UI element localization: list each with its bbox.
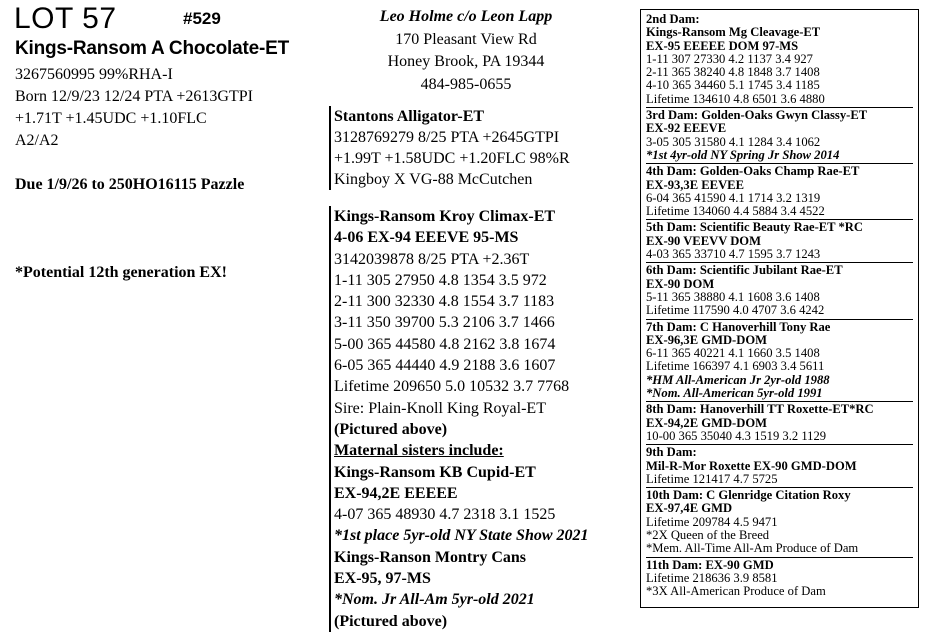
pedigree-class: EX-94,2E GMD-DOM bbox=[646, 415, 768, 430]
sister-note: *Nom. Jr All-Am 5yr-old 2021 bbox=[334, 591, 535, 609]
pedigree-line: 6-11 365 40221 4.1 1660 3.5 1408 bbox=[646, 346, 820, 361]
sister-classification: EX-94,2E EEEEE bbox=[334, 484, 458, 502]
pedigree-line: Lifetime 166397 4.1 6903 3.4 5611 bbox=[646, 359, 825, 374]
beta-casein-line: A2/A2 bbox=[15, 132, 59, 149]
sire-line: 3128769279 8/25 PTA +2645GTPI bbox=[334, 129, 560, 146]
consignor-block bbox=[330, 6, 602, 96]
pedigree-line: *2X Queen of the Breed bbox=[646, 527, 770, 542]
pedigree-class: EX-90 VEEVV DOM bbox=[646, 233, 761, 248]
sister-name: Kings-Ransom KB Cupid-ET bbox=[334, 463, 536, 481]
pedigree-class: EX-90 DOM bbox=[646, 276, 715, 291]
pedigree-8th-dam bbox=[646, 403, 913, 445]
pedigree-line: 4-03 365 33710 4.7 1595 3.7 1243 bbox=[646, 247, 821, 262]
pedigree-2nd-dam bbox=[646, 13, 913, 108]
sister-record: 4-07 365 48930 4.7 2318 3.1 1525 bbox=[334, 506, 556, 524]
pedigree-class: EX-92 EEEVE bbox=[646, 121, 727, 136]
consignor-address-2: Honey Brook, PA 19344 bbox=[387, 53, 545, 70]
sister-pictured: (Pictured above) bbox=[334, 612, 448, 630]
pedigree-title: 11th Dam: EX-90 GMD bbox=[646, 557, 774, 572]
sister-name: Kings-Ranson Montry Cans bbox=[334, 548, 527, 566]
pedigree-line: 5-11 365 38880 4.1 1608 3.6 1408 bbox=[646, 289, 820, 304]
pedigree-title: 5th Dam: Scientific Beauty Rae-ET *RC bbox=[646, 220, 863, 235]
animal-details bbox=[15, 64, 253, 152]
due-date-line: Due 1/9/26 to 250HO16115 Pazzle bbox=[15, 176, 245, 193]
pedigree-11th-dam bbox=[646, 559, 913, 600]
consignor-name: Leo Holme c/o Leon Lapp bbox=[379, 8, 553, 25]
pedigree-line: 3-05 305 31580 4.1 1284 3.4 1062 bbox=[646, 134, 821, 149]
pedigree-title: 10th Dam: C Glenridge Citation Roxy bbox=[646, 488, 851, 503]
pedigree-line: *Mem. All-Time All-Am Produce of Dam bbox=[646, 541, 859, 556]
pedigree-title: 3rd Dam: Golden-Oaks Gwyn Classy-ET bbox=[646, 108, 868, 123]
pedigree-4th-dam bbox=[646, 165, 913, 220]
pedigree-9th-dam bbox=[646, 446, 913, 488]
pedigree-line: 2-11 365 38240 4.8 1848 3.7 1408 bbox=[646, 65, 820, 80]
dam-record: 6-05 365 44440 4.9 2188 3.6 1607 bbox=[334, 357, 556, 375]
sire-line: +1.99T +1.58UDC +1.20FLC 98%R bbox=[334, 150, 570, 167]
pedigree-class: EX-93,3E EEVEE bbox=[646, 177, 744, 192]
dam-block bbox=[329, 206, 589, 632]
dam-sire-line: Sire: Plain-Knoll King Royal-ET bbox=[334, 399, 546, 417]
pedigree-note: *1st 4yr-old NY Spring Jr Show 2014 bbox=[646, 147, 840, 162]
pedigree-note: *Nom. All-American 5yr-old 1991 bbox=[646, 386, 823, 401]
pedigree-title: 7th Dam: C Hanoverhill Tony Rae bbox=[646, 319, 831, 334]
pedigree-6th-dam bbox=[646, 264, 913, 319]
pedigree-name: Mil-R-Mor Roxette EX-90 GMD-DOM bbox=[646, 458, 857, 473]
consignor-address-1: 170 Pleasant View Rd bbox=[395, 30, 537, 48]
pedigree-line: Lifetime 218636 3.9 8581 bbox=[646, 570, 778, 585]
pedigree-line: Lifetime 209784 4.5 9471 bbox=[646, 514, 778, 529]
potential-note: *Potential 12th generation EX! bbox=[15, 264, 227, 281]
pedigree-title: 8th Dam: Hanoverhill TT Roxette-ET*RC bbox=[646, 402, 874, 417]
pedigree-title: 2nd Dam: bbox=[646, 12, 700, 26]
dam-record: 2-11 300 32330 4.8 1554 3.7 1183 bbox=[334, 293, 555, 311]
maternal-sisters-header: Maternal sisters include: bbox=[334, 442, 504, 460]
pedigree-line: *3X All-American Produce of Dam bbox=[646, 584, 826, 599]
pedigree-class: EX-96,3E GMD-DOM bbox=[646, 332, 768, 347]
pedigree-line: Lifetime 134610 4.8 6501 3.6 4880 bbox=[646, 91, 825, 106]
dam-record: 3-11 350 39700 5.3 2106 3.7 1466 bbox=[334, 314, 555, 332]
pedigree-7th-dam bbox=[646, 321, 913, 403]
dam-record: 5-00 365 44580 4.8 2162 3.8 1674 bbox=[334, 335, 556, 353]
pedigree-note: *HM All-American Jr 2yr-old 1988 bbox=[646, 372, 830, 387]
dam-lifetime: Lifetime 209650 5.0 10532 3.7 7768 bbox=[334, 378, 570, 396]
pedigree-line: Lifetime 117590 4.0 4707 3.6 4242 bbox=[646, 303, 825, 318]
pedigree-line: Lifetime 121417 4.7 5725 bbox=[646, 471, 778, 486]
consignor-phone: 484-985-0655 bbox=[420, 75, 512, 93]
pedigree-line: 10-00 365 35040 4.3 1519 3.2 1129 bbox=[646, 428, 827, 443]
pedigree-line: 1-11 307 27330 4.2 1137 3.4 927 bbox=[646, 51, 813, 66]
pedigree-5th-dam bbox=[646, 221, 913, 263]
pedigree-class: EX-95 EEEEE DOM 97-MS bbox=[646, 38, 799, 53]
sire-block bbox=[329, 106, 570, 190]
sire-line: Kingboy X VG-88 McCutchen bbox=[334, 171, 533, 188]
pedigree-title: 6th Dam: Scientific Jubilant Rae-ET bbox=[646, 263, 843, 278]
pedigree-line: Lifetime 134060 4.4 5884 3.4 4522 bbox=[646, 204, 825, 219]
pedigree-class: EX-97,4E GMD bbox=[646, 501, 733, 516]
pedigree-box bbox=[640, 9, 919, 608]
dam-pictured: (Pictured above) bbox=[334, 420, 448, 438]
pedigree-line: 4-10 365 34460 5.1 1745 3.4 1185 bbox=[646, 78, 820, 93]
sister-classification: EX-95, 97-MS bbox=[334, 570, 431, 588]
pedigree-3rd-dam bbox=[646, 109, 913, 164]
registration-line: 3267560995 99%RHA-I bbox=[15, 66, 173, 83]
pedigree-title: 9th Dam: bbox=[646, 445, 697, 460]
pedigree-title: 4th Dam: Golden-Oaks Champ Rae-ET bbox=[646, 164, 860, 179]
dam-record: 1-11 305 27950 4.8 1354 3.5 972 bbox=[334, 271, 547, 289]
pedigree-line: 6-04 365 41590 4.1 1714 3.2 1319 bbox=[646, 190, 821, 205]
lot-number: #529 bbox=[183, 9, 221, 28]
animal-name: Kings-Ransom A Chocolate-ET bbox=[15, 38, 289, 59]
dam-classification: 4-06 EX-94 EEEVE 95-MS bbox=[334, 229, 519, 247]
pedigree-name: Kings-Ransom Mg Cleavage-ET bbox=[646, 25, 821, 40]
birth-ptа-line: Born 12/9/23 12/24 PTA +2613GTPI bbox=[15, 88, 253, 105]
dam-id-line: 3142039878 8/25 PTA +2.36T bbox=[334, 250, 530, 268]
sister-note: *1st place 5yr-old NY State Show 2021 bbox=[334, 527, 589, 545]
type-traits-line: +1.71T +1.45UDC +1.10FLC bbox=[15, 110, 207, 127]
pedigree-10th-dam bbox=[646, 489, 913, 557]
dam-name: Kings-Ransom Kroy Climax-ET bbox=[334, 208, 556, 225]
sire-name: Stantons Alligator-ET bbox=[334, 108, 485, 125]
lot-title: LOT 57 bbox=[14, 2, 117, 35]
